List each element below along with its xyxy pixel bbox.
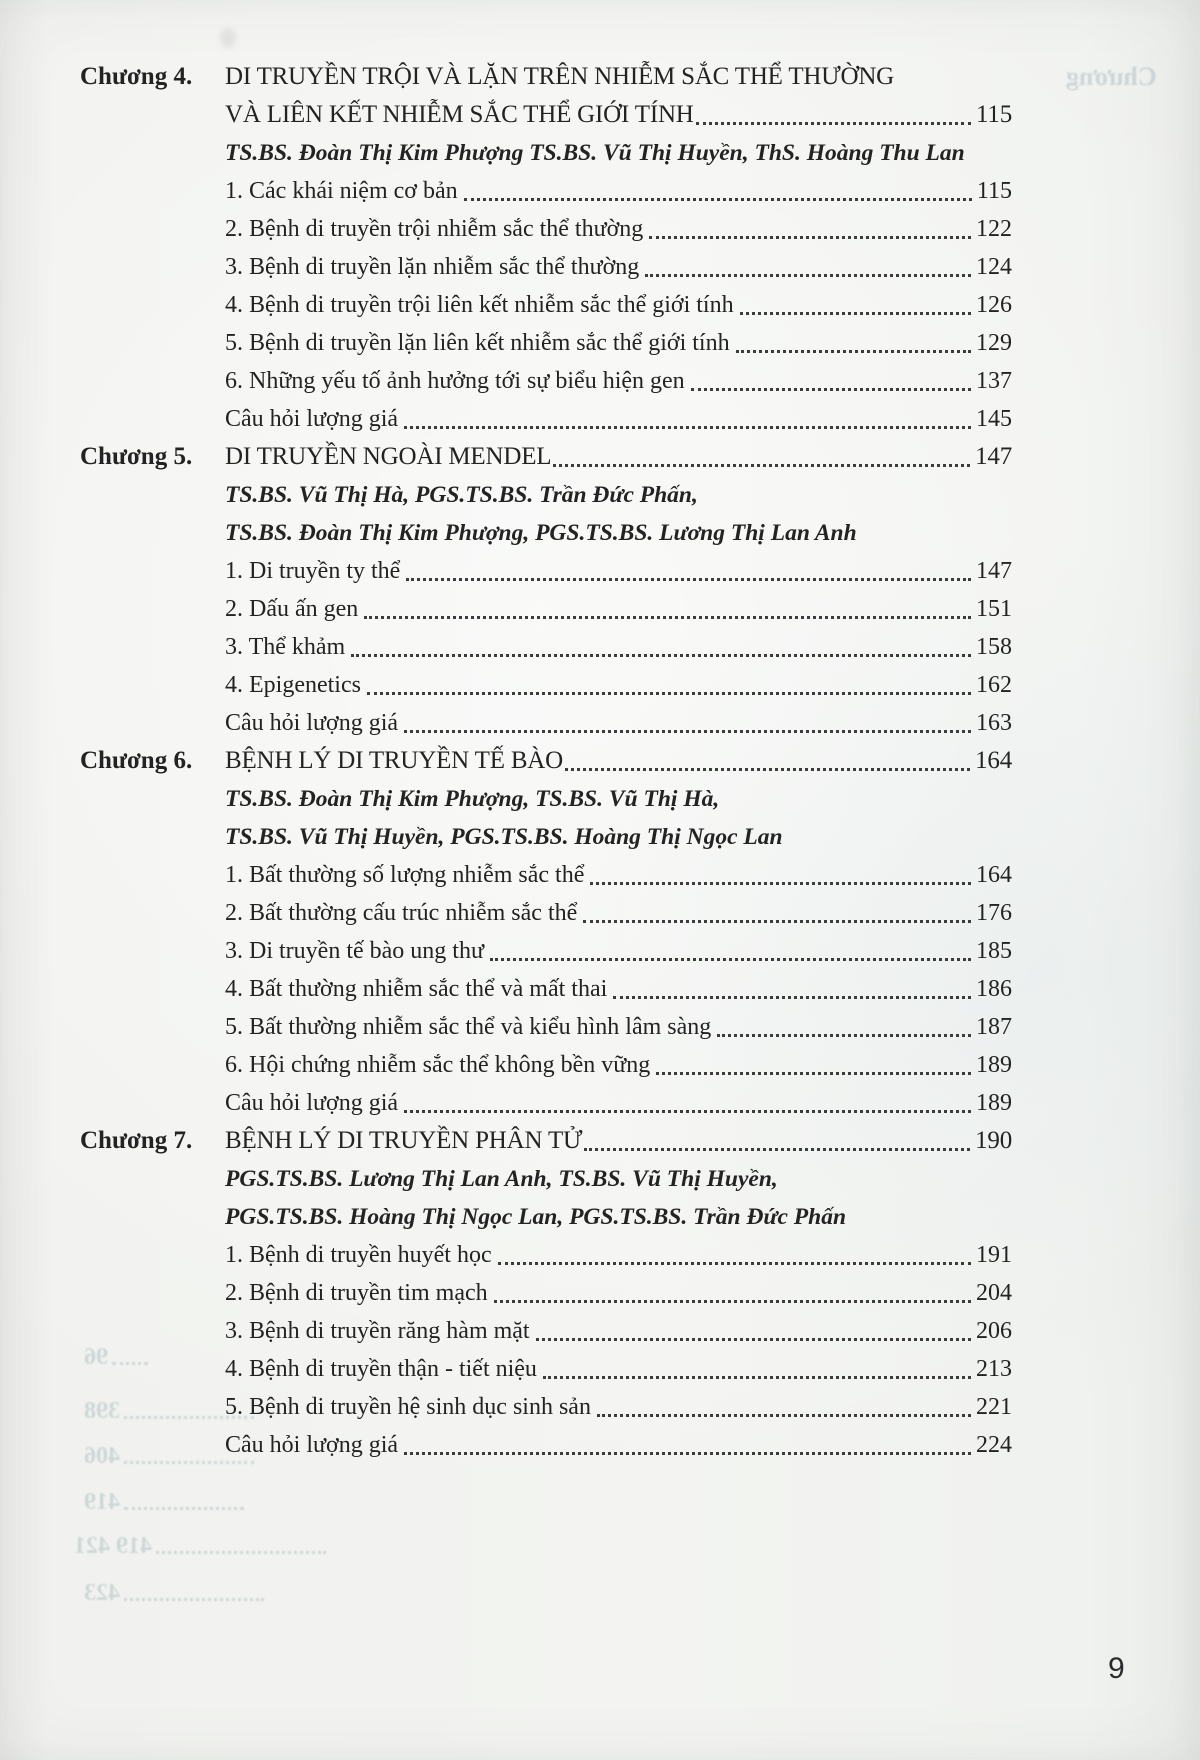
bleed-through-fragment: 423 — [84, 1580, 120, 1606]
bleed-through-text — [84, 1580, 268, 1606]
dot-leader — [740, 312, 971, 315]
dot-leader — [736, 350, 971, 353]
chapter-page-number: 147 — [975, 443, 1012, 470]
toc-entry-title: 6. Hội chứng nhiễm sắc thể không bền vững — [225, 1052, 651, 1078]
toc-entry-title: 2. Bệnh di truyền trội nhiễm sắc thể thường — [225, 216, 644, 242]
toc-entry-page-number: 163 — [976, 710, 1012, 736]
bleed-through-fragment: 96 — [84, 1344, 108, 1370]
toc-entry-title: 3. Bệnh di truyền răng hàm mặt — [225, 1318, 530, 1344]
dot-leader — [584, 1148, 970, 1151]
toc-entry-page-number: 191 — [976, 1242, 1012, 1268]
toc-entry — [225, 666, 1012, 704]
toc-entry — [225, 1084, 1012, 1122]
chapter-authors: TS.BS. Đoàn Thị Kim Phượng, PGS.TS.BS. Lương Thị Lan Anh — [225, 520, 857, 546]
toc-chapter — [80, 58, 1012, 438]
toc-chapter — [80, 1122, 1012, 1464]
toc-entry-title: 2. Bệnh di truyền tim mạch — [225, 1280, 488, 1306]
toc-entry — [225, 1312, 1012, 1350]
toc-entry-title: 2. Dấu ấn gen — [225, 596, 359, 622]
chapter-label: Chương 6. — [80, 747, 193, 774]
toc-entry-page-number: 124 — [976, 254, 1012, 280]
toc-entry-page-number: 129 — [976, 330, 1012, 356]
dot-leader — [367, 692, 971, 695]
toc-entry-title: Câu hỏi lượng giá — [225, 1090, 399, 1116]
toc-entry-page-number: 126 — [976, 292, 1012, 318]
chapter-authors: TS.BS. Đoàn Thị Kim Phượng, TS.BS. Vũ Thị Hà, — [225, 786, 720, 812]
toc-entry-page-number: 224 — [976, 1432, 1012, 1458]
toc-entry-page-number: 186 — [976, 976, 1012, 1002]
chapter-authors: PGS.TS.BS. Hoàng Thị Ngọc Lan, PGS.TS.BS. Trần Đức Phấn — [225, 1204, 847, 1230]
chapter-title-line — [225, 1122, 1012, 1160]
toc-entry — [225, 1274, 1012, 1312]
toc-entry-page-number: 176 — [976, 900, 1012, 926]
chapter-label: Chương 4. — [80, 63, 193, 90]
dot-leader — [490, 958, 971, 961]
bleed-through-fragment: 419 421 — [74, 1533, 152, 1559]
dot-leader — [583, 920, 971, 923]
toc-entry-page-number: 145 — [976, 406, 1012, 432]
chapter-title-text: BỆNH LÝ DI TRUYỀN PHÂN TỬ — [225, 1127, 583, 1154]
chapter-title-text: DI TRUYỀN NGOÀI MENDEL — [225, 443, 552, 470]
chapter-body — [225, 438, 1012, 742]
toc-entry — [225, 400, 1012, 438]
chapter-title-line — [225, 438, 1012, 476]
toc-entry-page-number: 185 — [976, 938, 1012, 964]
bleed-through-text — [84, 1489, 248, 1515]
toc-entry — [225, 1426, 1012, 1464]
toc-entry-title: 5. Bệnh di truyền lặn liên kết nhiễm sắc thể giới tính — [225, 330, 730, 356]
toc-entry-title: Câu hỏi lượng giá — [225, 406, 399, 432]
toc-entry — [225, 552, 1012, 590]
chapter-label: Chương 5. — [80, 443, 193, 470]
toc-entry — [225, 970, 1012, 1008]
bleed-through-dots — [124, 1507, 244, 1510]
dot-leader — [364, 616, 971, 619]
bleed-through-text — [1066, 64, 1157, 90]
toc-entry-title: 2. Bất thường cấu trúc nhiễm sắc thể — [225, 900, 578, 926]
dot-leader — [565, 768, 970, 771]
toc-entry-title: 3. Thể khảm — [225, 634, 346, 660]
toc-entry-title: 3. Bệnh di truyền lặn nhiễm sắc thể thường — [225, 254, 640, 280]
chapter-title-line — [225, 742, 1012, 780]
toc-entry-title: 1. Các khái niệm cơ bản — [225, 178, 458, 204]
toc-entry-page-number: 204 — [976, 1280, 1012, 1306]
dot-leader — [613, 996, 971, 999]
toc-entry — [225, 856, 1012, 894]
dot-leader — [696, 122, 971, 125]
chapter-title-text: VÀ LIÊN KẾT NHIỄM SẮC THỂ GIỚI TÍNH — [225, 101, 694, 128]
toc-entry — [225, 210, 1012, 248]
toc-entry-title: 5. Bất thường nhiễm sắc thể và kiểu hình lâm sàng — [225, 1014, 712, 1040]
toc-entry — [225, 628, 1012, 666]
chapter-title-text: BỆNH LÝ DI TRUYỀN TẾ BÀO — [225, 747, 564, 774]
chapter-authors: TS.BS. Đoàn Thị Kim Phượng TS.BS. Vũ Thị Huyền, ThS. Hoàng Thu Lan — [225, 140, 965, 166]
bleed-through-dots — [124, 1598, 264, 1601]
chapter-page-number: 115 — [976, 101, 1012, 128]
toc-entry-title: 1. Bệnh di truyền huyết học — [225, 1242, 492, 1268]
dot-leader — [406, 578, 971, 581]
dot-leader — [656, 1072, 971, 1075]
toc-entry-page-number: 137 — [976, 368, 1012, 394]
toc-entry-page-number: 206 — [976, 1318, 1012, 1344]
toc-entry-title: 1. Bất thường số lượng nhiễm sắc thể — [225, 862, 585, 888]
chapter-page-number: 190 — [975, 1127, 1012, 1154]
dot-leader — [543, 1376, 971, 1379]
toc-entry-page-number: 122 — [976, 216, 1012, 242]
bleed-through-fragment: 419 — [84, 1489, 120, 1515]
toc-entry-page-number: 189 — [976, 1052, 1012, 1078]
toc-entry-title: 1. Di truyền ty thể — [225, 558, 401, 584]
chapter-title-line — [225, 96, 1012, 134]
toc-entry-page-number: 147 — [976, 558, 1012, 584]
chapter-authors: TS.BS. Vũ Thị Hà, PGS.TS.BS. Trần Đức Phấn, — [225, 482, 698, 508]
table-of-contents — [80, 58, 1012, 1464]
dot-leader — [404, 426, 971, 429]
toc-entry — [225, 1008, 1012, 1046]
page-number: 9 — [1108, 1652, 1125, 1685]
toc-entry-page-number: 187 — [976, 1014, 1012, 1040]
scan-smudge-artifact — [220, 28, 236, 48]
toc-entry-title: 4. Bệnh di truyền thận - tiết niệu — [225, 1356, 537, 1382]
dot-leader — [464, 198, 972, 201]
dot-leader — [404, 1452, 971, 1455]
bleed-through-text — [74, 1533, 330, 1559]
toc-entry — [225, 324, 1012, 362]
toc-chapter — [80, 438, 1012, 742]
dot-leader — [351, 654, 971, 657]
toc-entry — [225, 894, 1012, 932]
dot-leader — [597, 1414, 971, 1417]
toc-entry-title: 6. Những yếu tố ảnh hưởng tới sự biểu hiện gen — [225, 368, 685, 394]
bleed-through-fragment: Chương — [1066, 62, 1157, 91]
dot-leader — [536, 1338, 971, 1341]
dot-leader — [645, 274, 971, 277]
chapter-body — [225, 742, 1012, 1122]
toc-entry — [225, 1350, 1012, 1388]
dot-leader — [649, 236, 971, 239]
toc-entry — [225, 286, 1012, 324]
toc-entry — [225, 1046, 1012, 1084]
toc-entry-page-number: 213 — [976, 1356, 1012, 1382]
toc-entry — [225, 172, 1012, 210]
dot-leader — [404, 1110, 971, 1113]
chapter-authors: PGS.TS.BS. Lương Thị Lan Anh, TS.BS. Vũ Thị Huyền, — [225, 1166, 778, 1192]
bleed-through-fragment: 398 — [84, 1398, 120, 1424]
toc-entry-title: Câu hỏi lượng giá — [225, 710, 399, 736]
bleed-through-fragment: 406 — [84, 1443, 120, 1469]
dot-leader — [691, 388, 971, 391]
chapter-page-number: 164 — [975, 747, 1012, 774]
toc-entry-page-number: 115 — [976, 178, 1012, 204]
chapter-label: Chương 7. — [80, 1127, 193, 1154]
toc-entry-title: 4. Bất thường nhiễm sắc thể và mất thai — [225, 976, 608, 1002]
toc-entry — [225, 932, 1012, 970]
toc-entry-page-number: 151 — [976, 596, 1012, 622]
dot-leader — [717, 1034, 971, 1037]
dot-leader — [404, 730, 971, 733]
chapter-authors: TS.BS. Vũ Thị Huyền, PGS.TS.BS. Hoàng Thị Ngọc Lan — [225, 824, 783, 850]
toc-entry-page-number: 162 — [976, 672, 1012, 698]
toc-entry-title: 3. Di truyền tế bào ung thư — [225, 938, 484, 964]
toc-entry-page-number: 164 — [976, 862, 1012, 888]
chapter-title-line — [225, 58, 1012, 96]
dot-leader — [553, 464, 970, 467]
chapter-title-text: DI TRUYỀN TRỘI VÀ LẶN TRÊN NHIỄM SẮC THỂ THƯỜNG — [225, 63, 895, 90]
bleed-through-dots — [156, 1551, 326, 1554]
toc-entry-page-number: 221 — [976, 1394, 1012, 1420]
dot-leader — [494, 1300, 971, 1303]
toc-entry — [225, 362, 1012, 400]
toc-entry-page-number: 158 — [976, 634, 1012, 660]
chapter-body — [225, 58, 1012, 438]
toc-entry — [225, 248, 1012, 286]
toc-entry-title: 4. Bệnh di truyền trội liên kết nhiễm sắc thể giới tính — [225, 292, 734, 318]
toc-entry — [225, 590, 1012, 628]
dot-leader — [498, 1262, 971, 1265]
toc-entry — [225, 1236, 1012, 1274]
dot-leader — [590, 882, 971, 885]
chapter-body — [225, 1122, 1012, 1464]
toc-entry-title: 5. Bệnh di truyền hệ sinh dục sinh sản — [225, 1394, 591, 1420]
toc-entry — [225, 704, 1012, 742]
toc-entry-page-number: 189 — [976, 1090, 1012, 1116]
toc-entry — [225, 1388, 1012, 1426]
toc-entry-title: Câu hỏi lượng giá — [225, 1432, 399, 1458]
toc-entry-title: 4. Epigenetics — [225, 672, 361, 698]
toc-chapter — [80, 742, 1012, 1122]
